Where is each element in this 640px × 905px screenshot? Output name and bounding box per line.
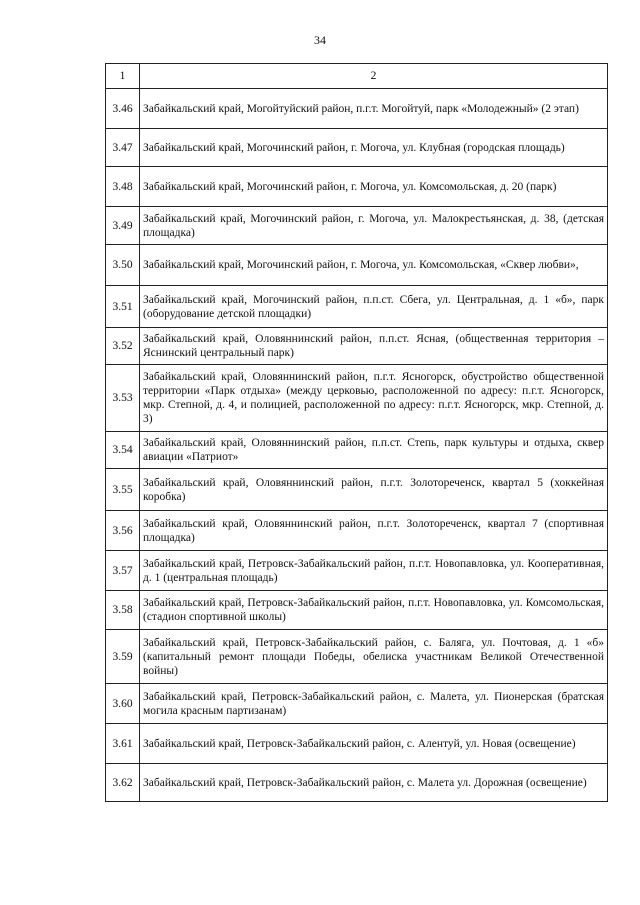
table-row xyxy=(106,630,608,684)
table-row xyxy=(106,328,608,365)
row-number: 3.53 xyxy=(106,365,140,432)
row-address: Забайкальский край, Могочинский район, п.п.ст. Сбега, ул. Центральная, д. 1 «б», парк (оборудование детской площадки) xyxy=(140,286,608,328)
row-address: Забайкальский край, Оловяннинский район, п.г.т. Ясногорск, обустройство общественной территории «Парк отдыха» (между церковью, расположенной по адресу: п.г.т. Ясногорск, мкр. Степной, д. 4, и полицией, расположенной по адресу: п.г.т. Ясногорск, мкр. Степной, д. 3) xyxy=(140,365,608,432)
table-row xyxy=(106,724,608,764)
row-number: 3.58 xyxy=(106,591,140,630)
row-address: Забайкальский край, Петровск-Забайкальский район, п.г.т. Новопавловка, ул. Кооперативная, д. 1 (центральная площадь) xyxy=(140,551,608,591)
row-number: 3.55 xyxy=(106,469,140,511)
table-row xyxy=(106,591,608,630)
table-row xyxy=(106,469,608,511)
table-row xyxy=(106,551,608,591)
row-number: 3.61 xyxy=(106,724,140,764)
row-address: Забайкальский край, Петровск-Забайкальский район, с. Баляга, ул. Почтовая, д. 1 «б» (капитальный ремонт площади Победы, обелиска участникам Великой Отечественной войны) xyxy=(140,630,608,684)
table-row xyxy=(106,365,608,432)
row-address: Забайкальский край, Петровск-Забайкальский район, с. Малета, ул. Пионерская (братская могила красным партизанам) xyxy=(140,684,608,724)
row-number: 3.51 xyxy=(106,286,140,328)
row-number: 3.46 xyxy=(106,89,140,129)
row-number: 3.50 xyxy=(106,245,140,286)
row-number: 3.48 xyxy=(106,167,140,207)
table-row xyxy=(106,432,608,469)
table-row xyxy=(106,207,608,245)
row-number: 3.56 xyxy=(106,511,140,551)
table-row xyxy=(106,764,608,802)
table-row xyxy=(106,511,608,551)
row-address: Забайкальский край, Могойтуйский район, п.г.т. Могойтуй, парк «Молодежный» (2 этап) xyxy=(140,89,608,129)
table-row xyxy=(106,167,608,207)
addresses-table xyxy=(105,63,608,802)
table-row xyxy=(106,684,608,724)
row-address: Забайкальский край, Оловяннинский район, п.г.т. Золотореченск, квартал 7 (спортивная площадка) xyxy=(140,511,608,551)
row-address: Забайкальский край, Петровск-Забайкальский район, с. Алентуй, ул. Новая (освещение) xyxy=(140,724,608,764)
row-number: 3.57 xyxy=(106,551,140,591)
table-row xyxy=(106,245,608,286)
row-number: 3.47 xyxy=(106,129,140,167)
row-address: Забайкальский край, Оловяннинский район, п.п.ст. Степь, парк культуры и отдыха, сквер авиации «Патриот» xyxy=(140,432,608,469)
page-number: 34 xyxy=(314,33,326,47)
row-address: Забайкальский край, Могочинский район, г. Могоча, ул. Клубная (городская площадь) xyxy=(140,129,608,167)
row-number: 3.59 xyxy=(106,630,140,684)
row-address: Забайкальский край, Могочинский район, г. Могоча, ул. Комсомольская, д. 20 (парк) xyxy=(140,167,608,207)
table-row xyxy=(106,129,608,167)
table-body xyxy=(106,89,608,802)
row-address: Забайкальский край, Оловяннинский район, п.п.ст. Ясная, (общественная территория – Яснинский центральный парк) xyxy=(140,328,608,365)
table-header-row xyxy=(106,64,608,89)
row-number: 3.60 xyxy=(106,684,140,724)
row-address: Забайкальский край, Петровск-Забайкальский район, с. Малета ул. Дорожная (освещение) xyxy=(140,764,608,802)
table-row xyxy=(106,286,608,328)
row-number: 3.52 xyxy=(106,328,140,365)
row-number: 3.62 xyxy=(106,764,140,802)
row-address: Забайкальский край, Петровск-Забайкальский район, п.г.т. Новопавловка, ул. Комсомольская, (стадион спортивной школы) xyxy=(140,591,608,630)
row-address: Забайкальский край, Могочинский район, г. Могоча, ул. Малокрестьянская, д. 38, (детская площадка) xyxy=(140,207,608,245)
row-number: 3.54 xyxy=(106,432,140,469)
column-header-number: 1 xyxy=(106,64,140,89)
row-number: 3.49 xyxy=(106,207,140,245)
column-header-address: 2 xyxy=(140,64,608,89)
row-address: Забайкальский край, Оловяннинский район, п.г.т. Золотореченск, квартал 5 (хоккейная коробка) xyxy=(140,469,608,511)
row-address: Забайкальский край, Могочинский район, г. Могоча, ул. Комсомольская, «Сквер любви», xyxy=(140,245,608,286)
table-row xyxy=(106,89,608,129)
